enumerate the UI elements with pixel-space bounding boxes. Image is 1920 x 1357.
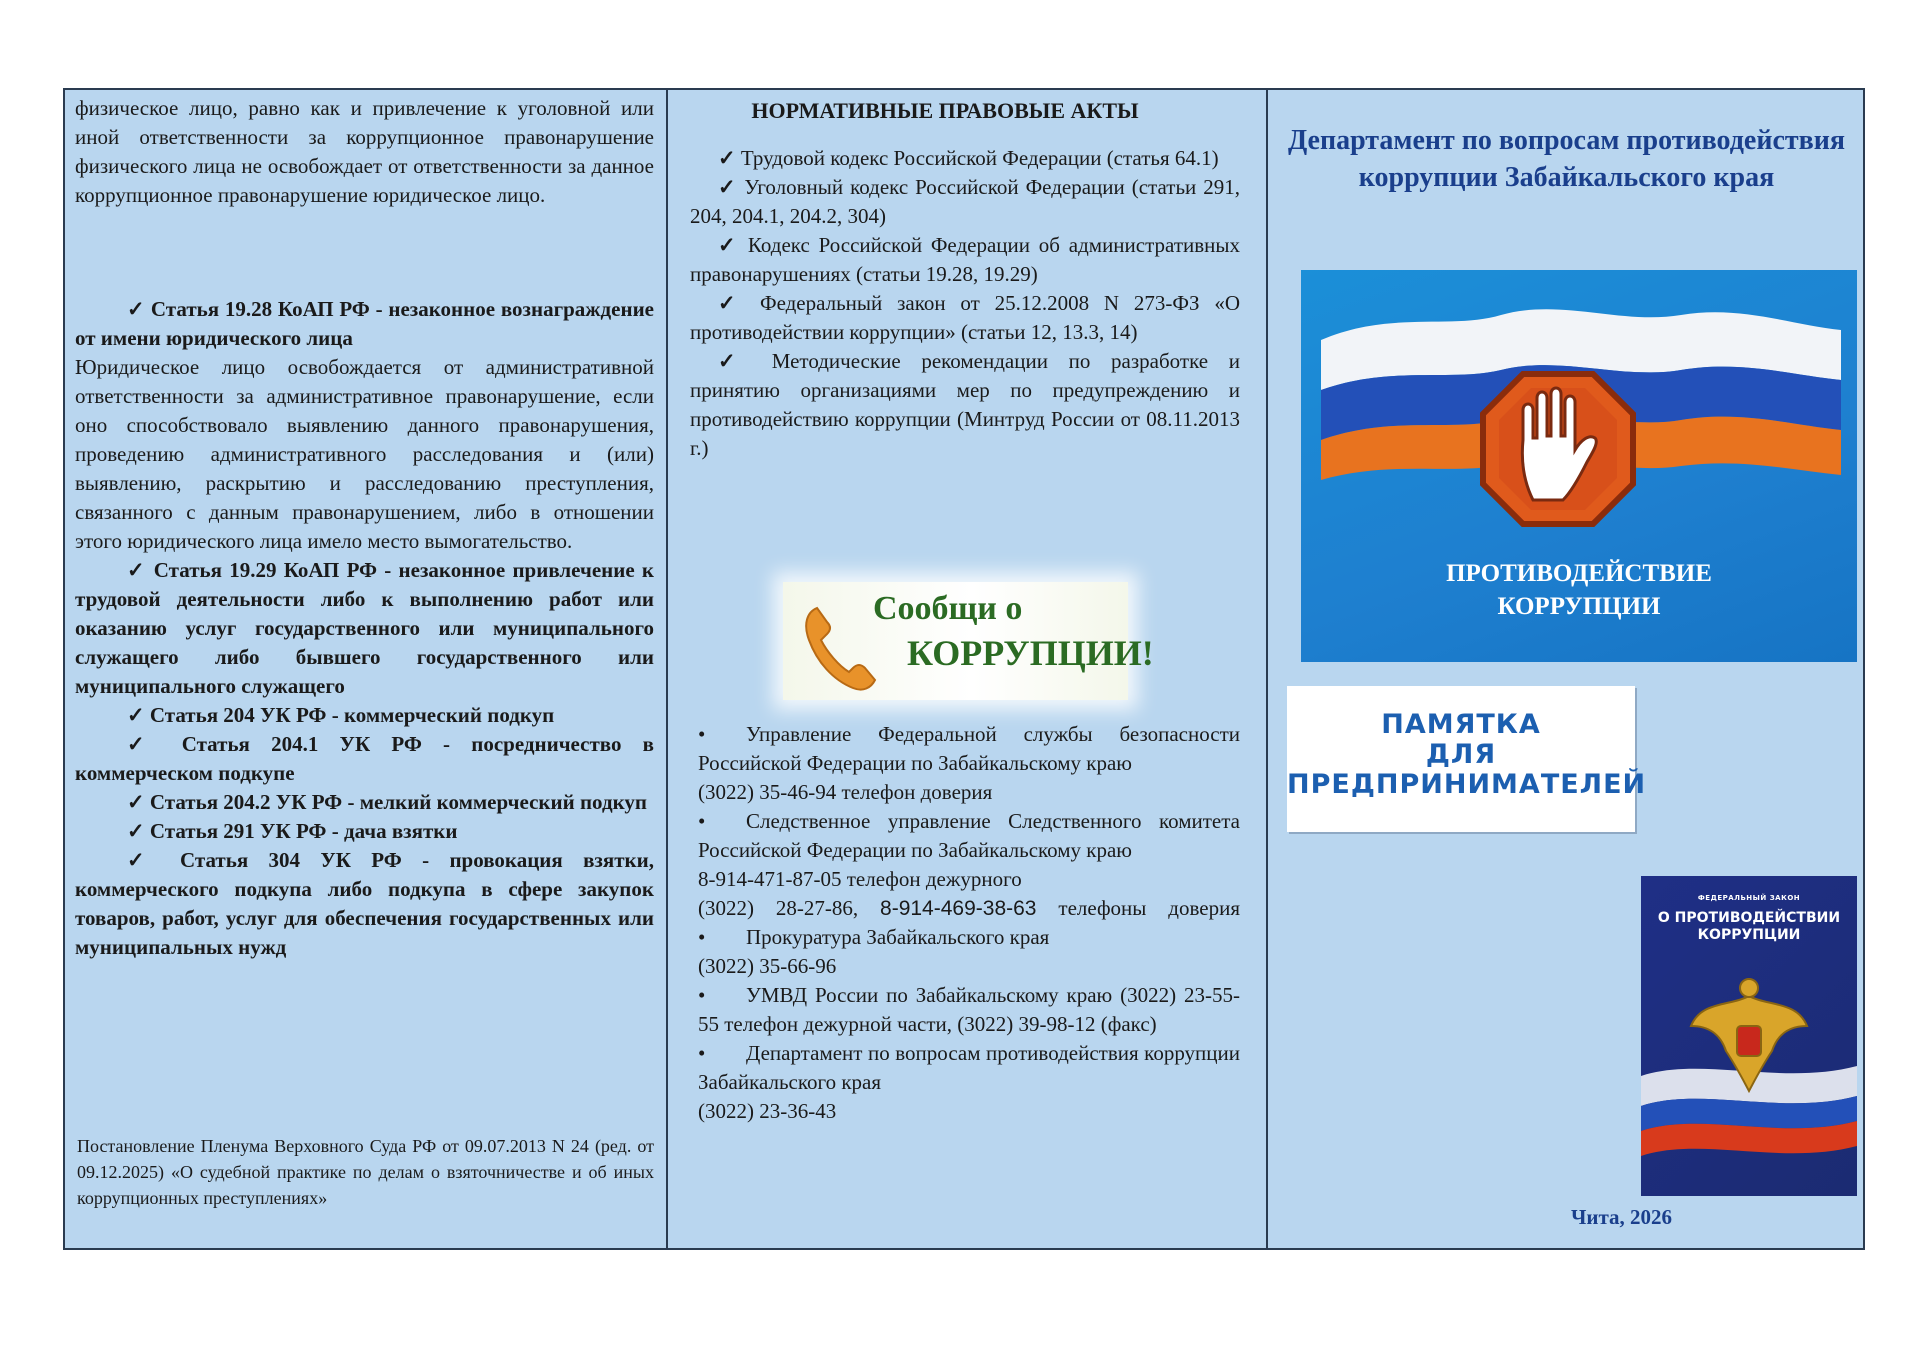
article-304: ✓ Статья 304 УК РФ - провокация взятки, коммерческого подкупа либо подкупа в сфере закупок товаров, работ, услуг для обеспечения государственных или муниципальных нужд: [75, 846, 654, 962]
column-middle: [668, 90, 1268, 1248]
report-corruption-banner: [783, 582, 1154, 700]
anti-corruption-emblem: [1301, 270, 1857, 662]
article-204-2: ✓ Статья 204.2 УК РФ - мелкий коммерческий подкуп: [75, 788, 654, 817]
sk-phone-trust-a: (3022) 28-27-86,: [698, 896, 859, 920]
intro-paragraph: физическое лицо, равно как и привлечение к уголовной или иной ответственности за коррупционное правонарушение физического лица не освобождает от ответственности за данное коррупционное правонарушение юридическое лицо.: [75, 96, 654, 207]
column-right: [1268, 90, 1865, 1248]
article-19-28-text: Юридическое лицо освобождается от административной ответственности за административное правонарушение, если оно способствовало выявлению данного правонарушения, проведению административного расследования и (или) выявлению, раскрытию и расследованию преступления, связанного с данным правонарушением, либо в отношении этого юридического лица имело место вымогательство.: [75, 355, 654, 553]
city-year: Чита, 2026: [1570, 1205, 1673, 1229]
phone-handset-icon: [799, 602, 879, 692]
emblem-caption: [1301, 557, 1857, 623]
contact-sk-phone-duty: 8-914-471-87-05 телефон дежурного: [698, 867, 1022, 891]
report-line-1: Сообщи о: [873, 590, 1023, 627]
acts-heading: НОРМАТИВНЫЕ ПРАВОВЫЕ АКТЫ: [751, 98, 1139, 123]
acts-list: [690, 144, 1240, 463]
contacts-list: [698, 720, 1240, 1126]
memo-line-2: ДЛЯ: [1425, 739, 1497, 770]
contact-fsb-name: • Управление Федеральной службы безопасности Российской Федерации по Забайкальскому краю: [698, 720, 1240, 778]
contact-prosecutor-name: • Прокуратура Забайкальского края: [698, 923, 1240, 952]
memo-badge: [1287, 686, 1647, 832]
book-title: О ПРОТИВОДЕЙСТВИИ КОРРУПЦИИ: [1657, 910, 1841, 943]
act-item: ✓ Уголовный кодекс Российской Федерации (статьи 291, 204, 204.1, 204.2, 304): [690, 173, 1240, 231]
act-item: ✓ Федеральный закон от 25.12.2008 N 273-ФЗ «О противодействии коррупции» (статьи 12, 13.3, 14): [690, 289, 1240, 347]
federal-law-book: [1641, 876, 1857, 1196]
article-204-1: ✓ Статья 204.1 УК РФ - посредничество в коммерческом подкупе: [75, 730, 654, 788]
memo-line-1: ПАМЯТКА: [1381, 709, 1541, 740]
act-item: ✓ Методические рекомендации по разработке и принятию организациями мер по предупреждению и противодействию коррупции (Минтруд России от 08.11.2013 г.): [690, 347, 1240, 463]
sk-phone-trust-b: 8-914-469-38-63: [880, 897, 1037, 920]
emblem-caption-line-2: КОРРУПЦИИ: [1497, 593, 1661, 620]
article-19-29: ✓ Статья 19.29 КоАП РФ - незаконное привлечение к трудовой деятельности либо к выполнению работ или оказанию услуг государственного или муниципального служащего либо бывшего государственного или муниципального служащего: [75, 556, 654, 701]
contact-prosecutor-phone: (3022) 35-66-96: [698, 954, 837, 978]
department-title: Департамент по вопросам противодействия коррупции Забайкальского края: [1287, 125, 1846, 193]
contact-fsb-phone: (3022) 35-46-94 телефон доверия: [698, 780, 993, 804]
act-item: ✓ Трудовой кодекс Российской Федерации (статья 64.1): [690, 144, 1240, 173]
article-204: ✓ Статья 204 УК РФ - коммерческий подкуп: [75, 701, 654, 730]
act-item: ✓ Кодекс Российской Федерации об административных правонарушениях (статьи 19.28, 19.29): [690, 231, 1240, 289]
emblem-caption-line-1: ПРОТИВОДЕЙСТВИЕ: [1446, 560, 1712, 587]
column-left: [65, 90, 668, 1248]
contact-sk-name: • Следственное управление Следственного комитета Российской Федерации по Забайкальскому краю: [698, 807, 1240, 865]
contact-sk-phone-trust: [698, 894, 1240, 923]
contact-umvd: • УМВД России по Забайкальскому краю (3022) 23-55-55 телефон дежурной части, (3022) 39-98-12 (факс): [698, 981, 1240, 1039]
plenum-resolution: Постановление Пленума Верховного Суда РФ от 09.07.2013 N 24 (ред. от 09.12.2025) «О судебной практике по делам о взяточничестве и об иных коррупционных преступлениях»: [77, 1136, 654, 1208]
article-291: ✓ Статья 291 УК РФ - дача взятки: [75, 817, 654, 846]
article-19-28-title: ✓ Статья 19.28 КоАП РФ - незаконное вознаграждение от имени юридического лица: [75, 295, 654, 353]
brochure-sheet: [63, 88, 1865, 1250]
contact-dept-name: • Департамент по вопросам противодействия коррупции Забайкальского края: [698, 1039, 1240, 1097]
memo-line-3: ПРЕДПРИНИМАТЕЛЕЙ: [1287, 769, 1647, 800]
sk-phone-trust-c: телефоны доверия: [1058, 896, 1240, 920]
report-line-2: КОРРУПЦИИ!: [907, 633, 1154, 673]
contact-dept-phone: (3022) 23-36-43: [698, 1099, 837, 1123]
book-label: ФЕДЕРАЛЬНЫЙ ЗАКОН: [1697, 894, 1801, 902]
state-emblem-icon: [1641, 876, 1857, 1196]
